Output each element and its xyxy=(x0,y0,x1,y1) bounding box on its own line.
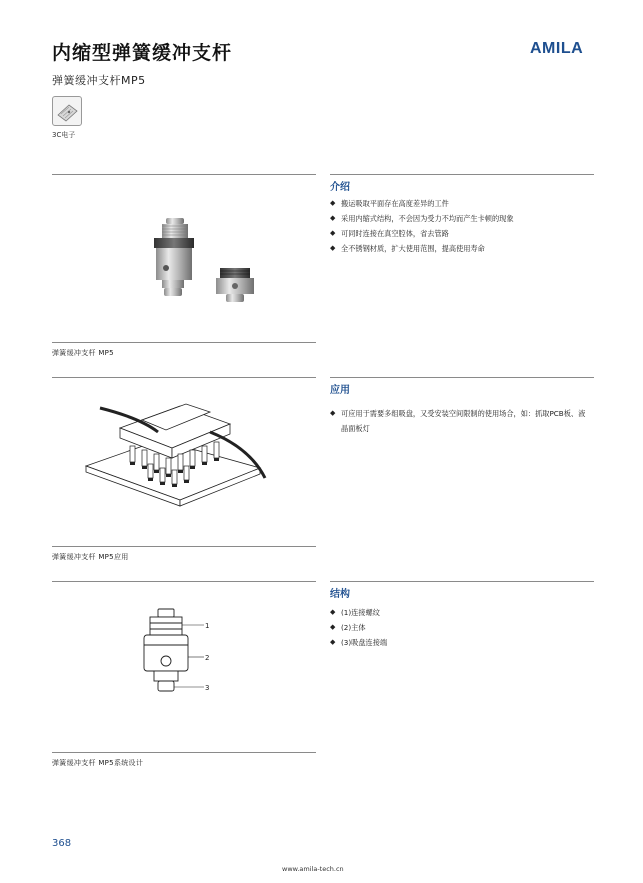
brand-logo: AMILA xyxy=(530,40,584,57)
application-illustration xyxy=(80,388,270,518)
page-number: 368 xyxy=(52,838,72,849)
section-title-intro: 介绍 xyxy=(330,182,350,193)
divider xyxy=(52,546,316,547)
section-title-structure: 结构 xyxy=(330,589,350,600)
callout-label-2: 2 xyxy=(205,654,210,662)
figure-caption: 弹簧缓冲支杆 MP5应用 xyxy=(52,553,129,561)
list-item: ◆ 搬运吸取平面存在高度差异的工件 xyxy=(330,199,449,208)
list-item: ◆ 可应用于需要多组吸盘，又受安装空间限制的使用场合，如：抓取PCB板、液晶面板灯 xyxy=(330,409,586,433)
page-subtitle: 弹簧缓冲支杆MP5 xyxy=(52,74,146,87)
category-icon-box xyxy=(52,96,82,126)
list-item: ◆ (3)吸盘连接端 xyxy=(330,638,388,647)
footer-url: www.amila-tech.cn xyxy=(282,865,344,873)
list-item: ◆ (1)连接螺纹 xyxy=(330,608,380,617)
category-label: 3C电子 xyxy=(52,131,76,139)
list-item: ◆ (2)主体 xyxy=(330,623,366,632)
structure-bullet-list xyxy=(330,605,594,650)
divider xyxy=(330,174,594,175)
list-item: ◆ 采用内缩式结构，不会因为受力不均而产生卡顿的现象 xyxy=(330,214,514,223)
divider xyxy=(52,174,316,175)
divider xyxy=(330,377,594,378)
divider xyxy=(52,342,316,343)
intro-bullet-list xyxy=(330,196,594,256)
divider xyxy=(52,752,316,753)
3c-electronics-icon xyxy=(53,97,81,125)
application-bullet-list xyxy=(330,406,592,436)
product-photo-mp5 xyxy=(140,210,280,310)
figure-caption: 弹簧缓冲支杆 MP5 xyxy=(52,349,114,357)
section-title-application: 应用 xyxy=(330,385,350,396)
divider xyxy=(52,377,316,378)
figure-caption: 弹簧缓冲支杆 MP5系统设计 xyxy=(52,759,144,767)
page-title: 内缩型弹簧缓冲支杆 xyxy=(52,42,233,64)
callout-label-1: 1 xyxy=(205,622,210,630)
divider xyxy=(330,581,594,582)
list-item: ◆ 可同时连接在真空腔体，省去管路 xyxy=(330,229,449,238)
list-item: ◆ 全不锈钢材质，扩大使用范围，提高使用寿命 xyxy=(330,244,485,253)
divider xyxy=(52,581,316,582)
callout-label-3: 3 xyxy=(205,684,210,692)
